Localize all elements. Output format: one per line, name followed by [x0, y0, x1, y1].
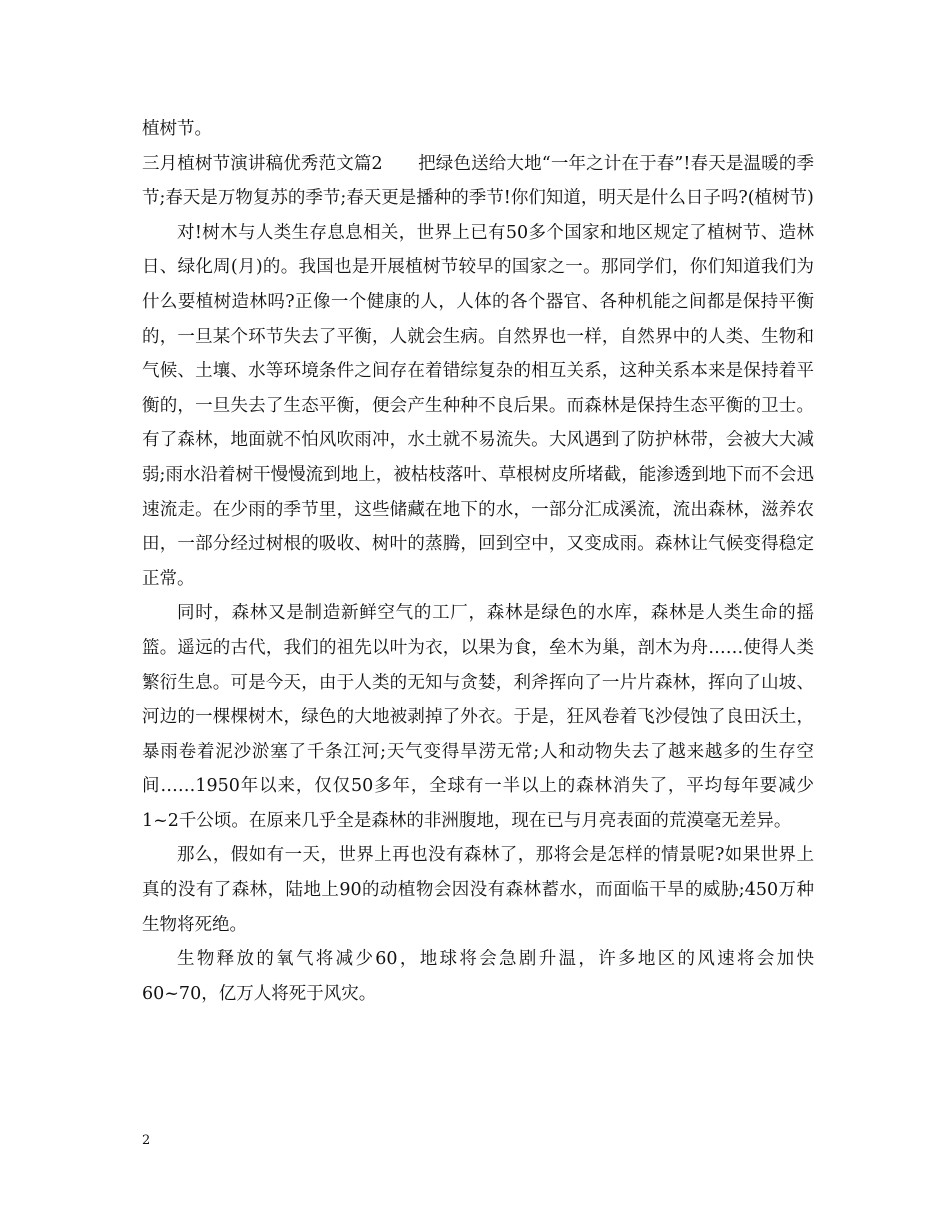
paragraph-5: 那么，假如有一天，世界上再也没有森林了，那将会是怎样的情景呢?如果世界上真的没有了森林，陆地上90的动植物会因没有森林蓄水，而面临干旱的威胁;450万种生物将死绝。 [142, 845, 814, 935]
document-body [142, 112, 814, 1011]
paragraph-1: 植树节。 [142, 119, 212, 139]
paragraph-6: 生物释放的氧气将减少60，地球将会急剧升温，许多地区的风速将会加快60~70，亿万人将死于风灾。 [142, 949, 814, 1004]
page-number: 2 [142, 1133, 151, 1148]
paragraph-4: 同时，森林又是制造新鲜空气的工厂，森林是绿色的水库，森林是人类生命的摇篮。遥远的古代，我们的祖先以叶为衣，以果为食，垒木为巢，剖木为舟……使得人类繁衍生息。可是今天，由于人类的无知与贪婪，利斧挥向了一片片森林，挥向了山坡、河边的一棵棵树木，绿色的大地被剥掉了外衣。于是，狂风卷着飞沙侵蚀了良田沃土，暴雨卷着泥沙淤塞了千条江河;天气变得旱涝无常;人和动物失去了越来越多的生存空间……1950年以来，仅仅50多年，全球有一半以上的森林消失了，平均每年要减少1~2千公顷。在原来几乎全是森林的非洲腹地，现在已与月亮表面的荒漠毫无差异。 [142, 603, 814, 831]
paragraph-2: 三月植树节演讲稿优秀范文篇2 把绿色送给大地“一年之计在于春”!春天是温暖的季节;春天是万物复苏的季节;春天更是播种的季节!你们知道，明天是什么日子吗?(植树节) [142, 153, 814, 209]
paragraph-3: 对!树木与人类生存息息相关，世界上已有50多个国家和地区规定了植树节、造林日、绿化周(月)的。我国也是开展植树节较早的国家之一。那同学们，你们知道我们为什么要植树造林吗?正像一个健康的人，人体的各个器官、各种机能之间都是保持平衡的，一旦某个环节失去了平衡，人就会生病。自然界也一样，自然界中的人类、生物和气候、土壤、水等环境条件之间存在着错综复杂的相互关系，这种关系本来是保持着平衡的，一旦失去了生态平衡，便会产生种种不良后果。而森林是保持生态平衡的卫士。有了森林，地面就不怕风吹雨冲，水土就不易流失。大风遇到了防护林带，会被大大减弱;雨水沿着树干慢慢流到地上，被枯枝落叶、草根树皮所堵截，能渗透到地下而不会迅速流走。在少雨的季节里，这些储藏在地下的水，一部分汇成溪流，流出森林，滋养农田，一部分经过树根的吸收、树叶的蒸腾，回到空中，又变成雨。森林让气候变得稳定正常。 [142, 222, 814, 589]
